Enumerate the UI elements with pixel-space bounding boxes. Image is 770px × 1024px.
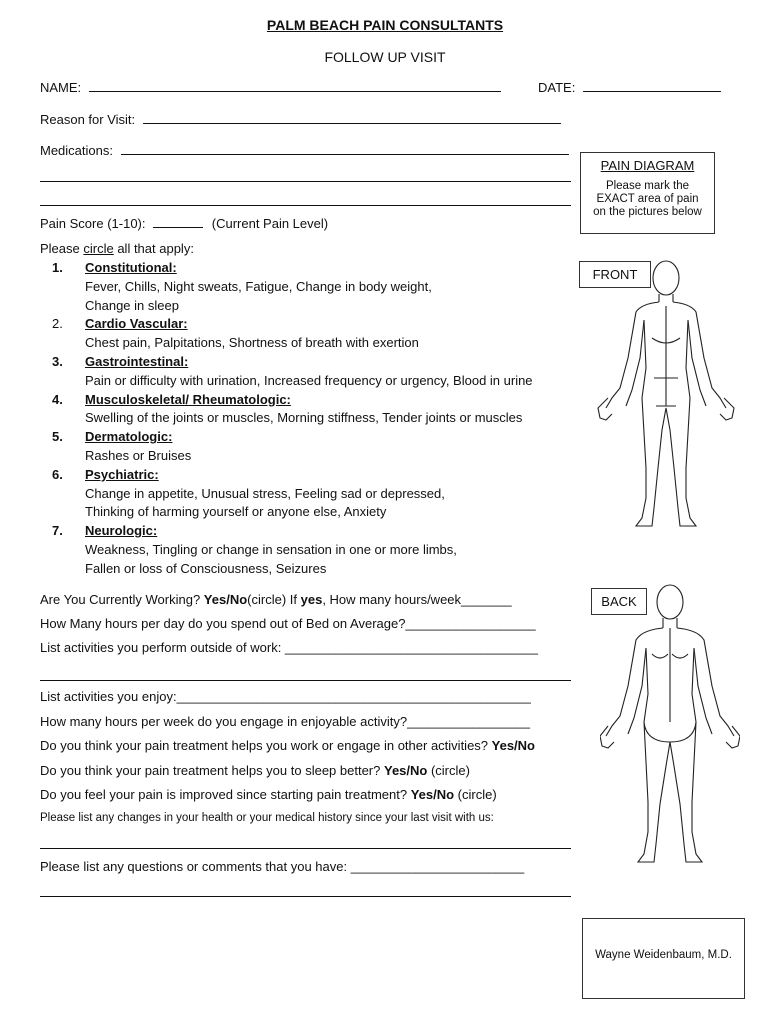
treatment-sleep-text: Do you think your pain treatment helps you to sleep better? <box>40 763 384 778</box>
symptom-category-title: Gastrointestinal: <box>85 354 189 369</box>
treatment-sleep-yes-no[interactable]: Yes/No <box>383 763 428 778</box>
symptom-number: 5. <box>52 429 63 445</box>
date-field[interactable] <box>583 79 721 92</box>
pain-diagram-instr-2: EXACT area of pain <box>596 193 699 205</box>
instruction-circle-word: circle <box>83 241 114 256</box>
front-head[interactable] <box>653 261 679 295</box>
improved-question <box>40 787 497 802</box>
date-label: DATE: <box>538 80 576 95</box>
treatment-work-yes-no[interactable]: Yes/No <box>491 738 535 753</box>
working-prefix: Are You Currently Working? <box>40 592 204 607</box>
activities-outside-work-question[interactable]: List activities you perform outside of work: ___________________________________ <box>40 640 538 655</box>
name-label: NAME: <box>40 80 82 95</box>
front-label: FRONT <box>579 261 651 288</box>
treatment-sleep-question <box>40 763 470 778</box>
changes-health-line[interactable] <box>40 848 571 849</box>
working-yes-no[interactable]: Yes/No <box>203 592 248 607</box>
activities-outside-work-line-2[interactable] <box>40 680 571 681</box>
reason-row <box>40 111 561 127</box>
symptom-options-line[interactable]: Thinking of harming yourself or anyone else, Anxiety <box>85 504 387 520</box>
name-field[interactable] <box>89 79 501 92</box>
symptom-options-line[interactable]: Change in sleep <box>85 297 179 313</box>
symptom-options-line[interactable]: Fallen or loss of Consciousness, Seizures <box>85 560 327 576</box>
symptom-options-line[interactable]: Fever, Chills, Night sweats, Fatigue, Change in body weight, <box>85 278 432 294</box>
pain-diagram-instr-1: Please mark the <box>605 180 690 192</box>
medications-label: Medications: <box>40 143 113 158</box>
symptom-options-line[interactable]: Weakness, Tingling or change in sensation in one or more limbs, <box>85 542 457 557</box>
symptom-category-title: Constitutional: <box>85 260 177 275</box>
symptom-category-title: Musculoskeletal/ Rheumatologic: <box>85 391 291 407</box>
symptom-options-line[interactable]: Swelling of the joints or muscles, Morning stiffness, Tender joints or muscles <box>85 410 523 426</box>
symptom-number: 2. <box>52 316 63 332</box>
back-body-detail[interactable] <box>652 628 688 722</box>
improved-suffix: (circle) <box>454 787 497 802</box>
circle-instruction <box>40 241 194 256</box>
symptom-options-line[interactable]: Chest pain, Palpitations, Shortness of breath with exertion <box>85 335 419 351</box>
medications-row <box>40 142 569 158</box>
medications-line-3[interactable] <box>40 205 571 206</box>
working-hours-field[interactable]: , How many hours/week_______ <box>322 592 512 607</box>
pain-score-suffix: (Current Pain Level) <box>211 216 329 231</box>
treatment-sleep-suffix: (circle) <box>427 763 470 778</box>
improved-yes-no[interactable]: Yes/No <box>410 787 455 802</box>
front-body-detail[interactable] <box>652 306 680 406</box>
hours-out-of-bed-question[interactable]: How Many hours per day do you spend out of Bed on Average?__________________ <box>40 616 536 631</box>
back-body-figure[interactable] <box>600 582 740 872</box>
reason-field[interactable] <box>143 111 561 124</box>
pain-diagram-box <box>580 152 715 234</box>
treatment-work-text: Do you think your pain treatment helps you work or engage in other activities? <box>40 738 492 753</box>
pain-diagram-title: PAIN DIAGRAM <box>600 158 695 173</box>
visit-type: FOLLOW UP VISIT <box>324 49 446 65</box>
front-body-figure[interactable] <box>596 258 736 538</box>
symptom-number: 6. <box>52 466 63 482</box>
pain-score-label: Pain Score (1-10): <box>40 216 146 231</box>
changes-health-question: Please list any changes in your health or your medical history since your last visit with us: <box>40 812 494 824</box>
date-row <box>538 79 721 95</box>
symptom-options-line[interactable]: Pain or difficulty with urination, Increased frequency or urgency, Blood in urine <box>85 372 533 388</box>
symptom-category-title: Neurologic: <box>85 523 158 539</box>
medications-field[interactable] <box>121 142 569 155</box>
treatment-work-question <box>40 738 535 753</box>
symptom-options-line[interactable]: Rashes or Bruises <box>85 448 192 463</box>
symptom-category-title: Psychiatric: <box>85 466 159 482</box>
symptom-category-title: Dermatologic: <box>85 429 173 445</box>
questions-comments-line[interactable] <box>40 896 571 897</box>
hours-enjoyable-question[interactable]: How many hours per week do you engage in enjoyable activity?_________________ <box>40 714 531 729</box>
working-yes-word: yes <box>300 592 323 607</box>
instruction-suffix: all that apply: <box>113 241 194 256</box>
working-question <box>40 592 512 607</box>
pain-score-field[interactable] <box>153 215 203 228</box>
improved-text: Do you feel your pain is improved since starting pain treatment? <box>40 787 411 802</box>
questions-comments-prompt[interactable]: Please list any questions or comments that you have: ________________________ <box>40 859 525 874</box>
working-mid: (circle) If <box>247 592 301 607</box>
physician-name: Wayne Weidenbaum, M.D. <box>595 949 732 961</box>
symptom-number: 3. <box>52 354 63 369</box>
symptom-number: 4. <box>52 391 63 407</box>
back-head[interactable] <box>657 585 683 619</box>
back-label: BACK <box>591 588 647 615</box>
symptom-category-title: Cardio Vascular: <box>85 316 188 332</box>
pain-score-row <box>40 215 328 231</box>
physician-box <box>582 918 745 999</box>
symptom-number: 1. <box>52 260 63 275</box>
medications-line-2[interactable] <box>40 181 571 182</box>
reason-label: Reason for Visit: <box>40 112 136 127</box>
name-row <box>40 79 501 95</box>
instruction-prefix: Please <box>40 241 84 256</box>
symptom-number: 7. <box>52 523 63 539</box>
clinic-title: PALM BEACH PAIN CONSULTANTS <box>266 17 504 33</box>
pain-diagram-instr-3: on the pictures below <box>593 206 702 218</box>
symptom-options-line[interactable]: Change in appetite, Unusual stress, Feeling sad or depressed, <box>85 485 445 501</box>
activities-enjoy-question[interactable]: List activities you enjoy:_________________________________________________ <box>40 689 531 704</box>
